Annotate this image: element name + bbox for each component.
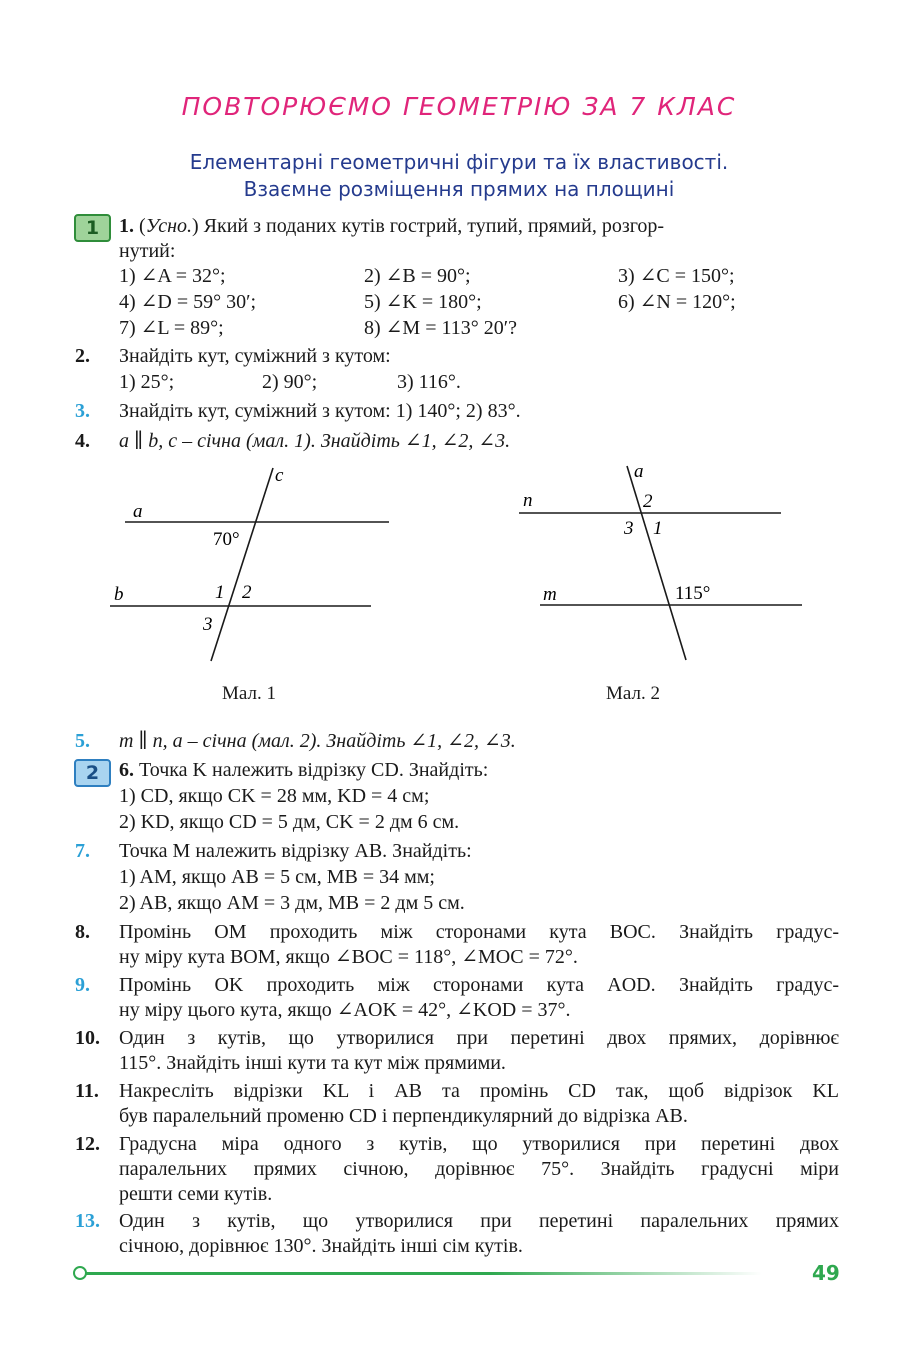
angle-2-label: 2 bbox=[242, 582, 252, 603]
line-a bbox=[627, 466, 686, 660]
footer-circle-icon bbox=[73, 1266, 87, 1280]
problem-6-line2: 1) CD, якщо CK = 28 мм, KD = 4 см; bbox=[119, 785, 430, 807]
problem-2-text: Знайдіть кут, суміжний з кутом: bbox=[119, 345, 391, 367]
problem-9-line1: Промінь OK проходить між сторонами кута AOD. Знайдіть градус- bbox=[119, 974, 839, 996]
problem-8-number: 8. bbox=[75, 921, 90, 943]
line-c bbox=[211, 468, 273, 661]
section-subtitle-line2: Взаємне розміщення прямих на площині bbox=[243, 177, 675, 201]
problem-7-line3: 2) AB, якщо AM = 3 дм, MB = 2 дм 5 см. bbox=[119, 892, 465, 914]
problem-2-option: 3) 116°. bbox=[397, 371, 461, 393]
problem-2-option: 1) 25°; bbox=[119, 371, 175, 393]
problem-6-text: Точка K належить відрізку CD. Знайдіть: bbox=[139, 759, 489, 781]
page-title: ПОВТОРЮЄМО ГЕОМЕТРІЮ ЗА 7 КЛАС bbox=[181, 92, 737, 121]
problem-8-line1: Промінь OM проходить між сторонами кута BOC. Знайдіть градус- bbox=[119, 921, 839, 943]
angle-115: 115° bbox=[675, 583, 711, 604]
problem-1-option: 8) ∠M = 113° 20′? bbox=[364, 317, 517, 339]
problem-10-line1: Один з кутів, що утворилися при перетині двох прямих, дорівнює bbox=[119, 1027, 839, 1049]
problem-11-line2: був паралельний променю CD і перпендикулярний до відрізка AB. bbox=[119, 1105, 688, 1127]
problem-9-number: 9. bbox=[75, 974, 90, 996]
problem-7-line1: Точка M належить відрізку AB. Знайдіть: bbox=[119, 840, 472, 862]
problem-12-line1: Градусна міра одного з кутів, що утворилися при перетині двох bbox=[119, 1133, 839, 1155]
problem-13-number: 13. bbox=[75, 1210, 100, 1232]
problem-1-option: 5) ∠K = 180°; bbox=[364, 291, 482, 313]
page-number: 49 bbox=[812, 1261, 840, 1285]
problem-6-line1: 6. Точка K належить відрізку CD. Знайдіть: bbox=[119, 759, 489, 781]
problem-6-line3: 2) KD, якщо CD = 5 дм, CK = 2 дм 6 см. bbox=[119, 811, 460, 833]
problem-10-number: 10. bbox=[75, 1027, 100, 1049]
problem-2-option: 2) 90°; bbox=[262, 371, 318, 393]
label-a: a bbox=[634, 461, 644, 482]
section-subtitle-line1: Елементарні геометричні фігури та їх властивості. bbox=[189, 150, 729, 174]
problem-1-text-line1: Який з поданих кутів гострий, тупий, прямий, розгор- bbox=[203, 215, 665, 237]
problem-5-text: m ∥ n, a – січна (мал. 2). Знайдіть ∠1, ∠2, ∠3. bbox=[119, 730, 516, 752]
problem-1-number: 1 bbox=[119, 215, 129, 237]
level-1-badge: 1 bbox=[74, 214, 111, 242]
problem-13-line1: Один з кутів, що утворилися при перетині паралельних прямих bbox=[119, 1210, 839, 1232]
problem-1-option: 4) ∠D = 59° 30′; bbox=[119, 291, 257, 313]
problem-12-number: 12. bbox=[75, 1133, 100, 1155]
problem-7-line2: 1) AM, якщо AB = 5 см, MB = 34 мм; bbox=[119, 866, 435, 888]
footer-rule bbox=[82, 1272, 762, 1275]
problem-1-option: 6) ∠N = 120°; bbox=[618, 291, 736, 313]
problem-1-option: 7) ∠L = 89°; bbox=[119, 317, 224, 339]
problem-7-number: 7. bbox=[75, 840, 90, 862]
problem-12-line2: паралельних прямих січною, дорівнює 75°. Знайдіть градусні міри bbox=[119, 1158, 839, 1180]
angle-70: 70° bbox=[213, 529, 240, 550]
problem-6-number: 6 bbox=[119, 759, 129, 781]
problem-12-line3: решти семи кутів. bbox=[119, 1183, 273, 1205]
problem-8-line2: ну міру кута BOM, якщо ∠BOC = 118°, ∠MOC = 72°. bbox=[119, 946, 578, 968]
label-c: c bbox=[275, 465, 284, 486]
label-b: b bbox=[114, 584, 124, 605]
problem-4-text: a ∥ b, c – січна (мал. 1). Знайдіть ∠1, ∠2, ∠3. bbox=[119, 430, 511, 452]
angle-2-label: 2 bbox=[643, 491, 653, 512]
figure-1 bbox=[100, 460, 400, 670]
problem-1-option: 3) ∠C = 150°; bbox=[618, 265, 735, 287]
problem-5-number: 5. bbox=[75, 730, 90, 752]
label-m: m bbox=[543, 584, 557, 605]
problem-4-number: 4. bbox=[75, 430, 90, 452]
problem-3-number: 3. bbox=[75, 400, 90, 422]
problem-11-line1: Накресліть відрізки KL і AB та промінь CD так, щоб відрізок KL bbox=[119, 1080, 839, 1102]
problem-1-option: 2) ∠B = 90°; bbox=[364, 265, 471, 287]
figure-2-caption: Мал. 2 bbox=[606, 683, 660, 704]
angle-1-label: 1 bbox=[215, 582, 225, 603]
label-a: a bbox=[133, 501, 143, 522]
figure-1-caption: Мал. 1 bbox=[222, 683, 276, 704]
problem-10-line2: 115°. Знайдіть інші кути та кут між прямими. bbox=[119, 1052, 506, 1074]
problem-1-text-line2: нутий: bbox=[119, 240, 176, 262]
level-2-badge: 2 bbox=[74, 759, 111, 787]
problem-11-number: 11. bbox=[75, 1080, 99, 1102]
problem-3-text: Знайдіть кут, суміжний з кутом: 1) 140°; 2) 83°. bbox=[119, 400, 521, 422]
problem-1: 1. (Усно.) Який з поданих кутів гострий, тупий, прямий, розгор- bbox=[119, 215, 665, 237]
problem-1-note: Усно. bbox=[145, 215, 192, 237]
label-n: n bbox=[523, 490, 533, 511]
problem-9-line2: ну міру цього кута, якщо ∠AOK = 42°, ∠KOD = 37°. bbox=[119, 999, 571, 1021]
problem-2-number: 2. bbox=[75, 345, 90, 367]
angle-3-label: 3 bbox=[624, 518, 634, 539]
angle-1-label: 1 bbox=[653, 518, 663, 539]
figure-2 bbox=[510, 458, 810, 668]
problem-13-line2: січною, дорівнює 130°. Знайдіть інші сім кутів. bbox=[119, 1235, 523, 1257]
problem-1-option: 1) ∠A = 32°; bbox=[119, 265, 226, 287]
angle-3-label: 3 bbox=[203, 614, 213, 635]
